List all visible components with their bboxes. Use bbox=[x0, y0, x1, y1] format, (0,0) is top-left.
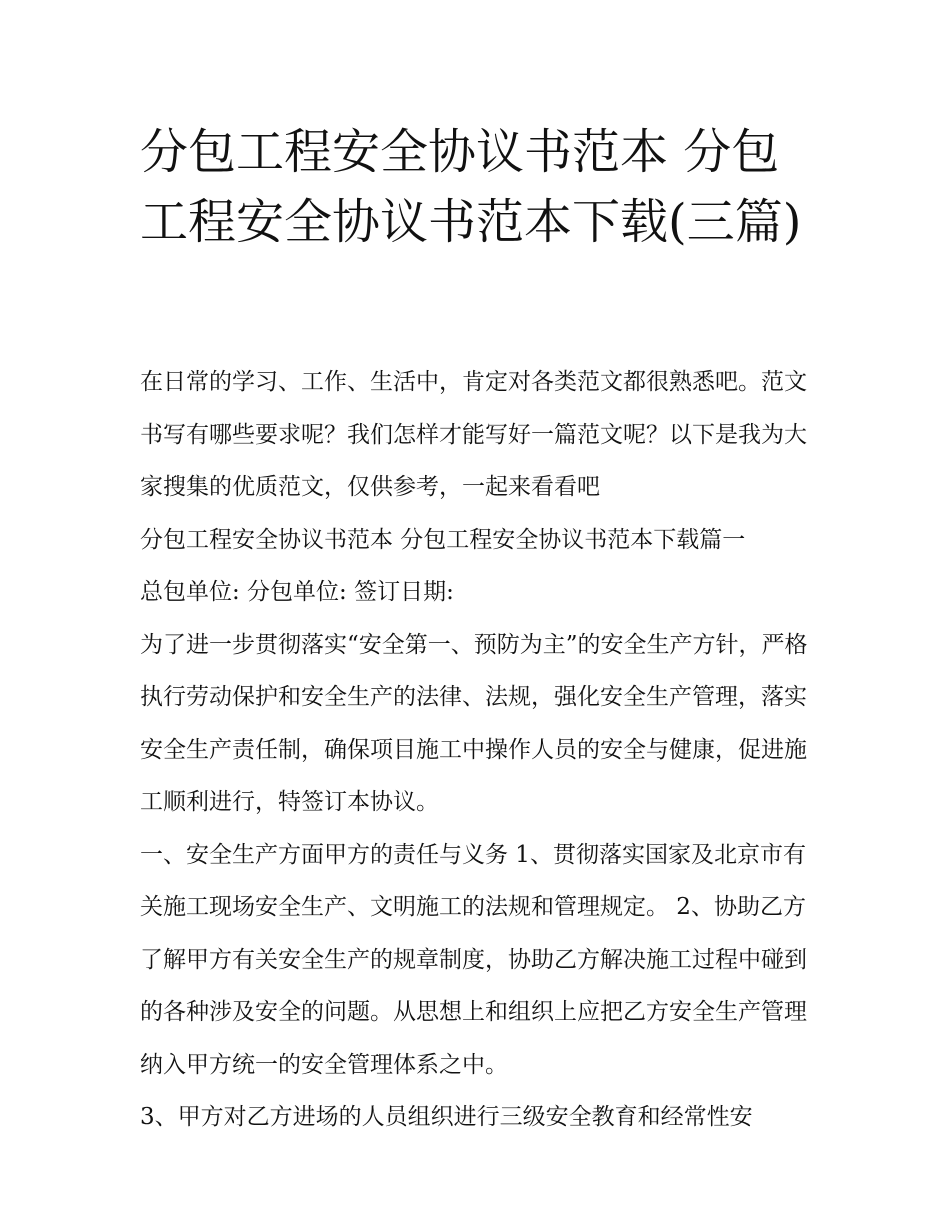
parties-line: 总包单位: 分包单位: 签订日期: bbox=[140, 579, 454, 605]
intro-paragraph: 在日常的学习、工作、生活中，肯定对各类范文都很熟悉吧。范文书写有哪些要求呢？我们怎样才能写好一篇范文呢？以下是我为大家搜集的优质范文，仅供参考，一起来看看吧 bbox=[140, 369, 807, 500]
section-heading: 分包工程安全协议书范本 分包工程安全协议书范本下载篇一 bbox=[140, 526, 746, 553]
document-body bbox=[140, 356, 820, 1144]
document-title: 分包工程安全协议书范本 分包工程安全协议书范本下载(三篇) bbox=[140, 124, 802, 250]
clause-three-paragraph: 3、甲方对乙方进场的人员组织进行三级安全教育和经常性安 bbox=[140, 1104, 753, 1130]
purpose-paragraph: 为了进一步贯彻落实“安全第一、预防为主”的安全生产方针，严格执行劳动保护和安全生产的法律、法规，强化安全生产管理，落实安全生产责任制，确保项目施工中操作人员的安全与健康，促进施工顺利进行，特签订本协议。 bbox=[140, 631, 808, 815]
clause-one-paragraph: 一、安全生产方面甲方的责任与义务 1、贯彻落实国家及北京市有关施工现场安全生产、文明施工的法规和管理规定。 2、协助乙方了解甲方有关安全生产的规章制度，协助乙方解决施工过程中碰到的各种涉及安全的问题。从思想上和组织上应把乙方安全生产管理纳入甲方统一的安全管理体系之中。 bbox=[140, 841, 807, 1078]
